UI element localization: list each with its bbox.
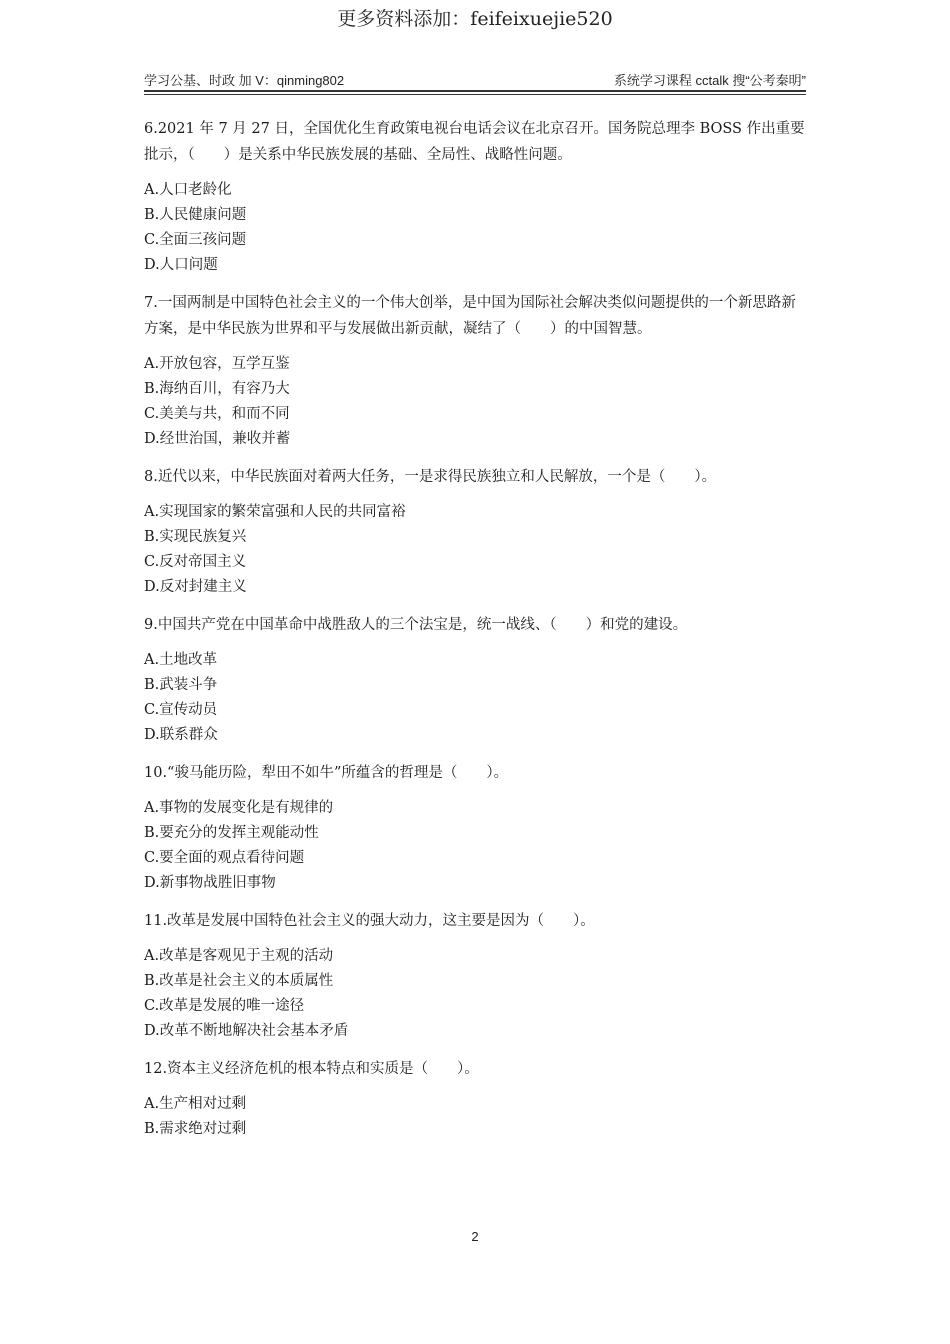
option-a: A.改革是客观见于主观的活动 (144, 948, 334, 964)
page-header (144, 68, 806, 90)
option-b: B.海纳百川，有容乃大 (144, 381, 290, 397)
header-left: 学习公基、时政 加 V：qinming802 (144, 73, 345, 88)
option-b: B.需求绝对过剩 (144, 1121, 247, 1137)
question-11 (144, 908, 808, 1044)
question-12 (144, 1056, 808, 1142)
option-c: C.改革是发展的唯一途径 (144, 998, 305, 1014)
header-rule (144, 90, 806, 92)
option-d: D.联系群众 (144, 727, 218, 743)
question-stem: 9.中国共产党在中国革命中战胜敌人的三个法宝是，统一战线、（ ）和党的建设。 (144, 617, 688, 633)
question-7 (144, 290, 808, 452)
option-a: A.实现国家的繁荣富强和人民的共同富裕 (144, 504, 406, 520)
question-list (144, 116, 808, 1154)
option-b: B.人民健康问题 (144, 207, 247, 223)
option-c: C.美美与共，和而不同 (144, 406, 290, 422)
question-9 (144, 612, 808, 748)
option-b: B.要充分的发挥主观能动性 (144, 825, 319, 841)
option-b: B.武装斗争 (144, 677, 218, 693)
option-d: D.人口问题 (144, 257, 218, 273)
question-stem: 7.一国两制是中国特色社会主义的一个伟大创举，是中国为国际社会解决类似问题提供的一个新思路新方案，是中华民族为世界和平与发展做出新贡献，凝结了（ ）的中国智慧。 (144, 295, 796, 337)
question-stem: 11.改革是发展中国特色社会主义的强大动力，这主要是因为（ ）。 (144, 913, 595, 929)
watermark-text: 更多资料添加：feifeixuejie520 (337, 8, 613, 30)
option-a: A.事物的发展变化是有规律的 (144, 800, 334, 816)
option-c: C.反对帝国主义 (144, 554, 247, 570)
question-stem: 8.近代以来，中华民族面对着两大任务，一是求得民族独立和人民解放，一个是（ ）。 (144, 469, 717, 485)
option-c: C.全面三孩问题 (144, 232, 247, 248)
question-10 (144, 760, 808, 896)
option-d: D.新事物战胜旧事物 (144, 875, 276, 891)
option-d: D.经世治国，兼收并蓄 (144, 431, 291, 447)
page-number: 2 (471, 1229, 479, 1244)
option-b: B.实现民族复兴 (144, 529, 247, 545)
option-c: C.要全面的观点看待问题 (144, 850, 305, 866)
option-c: C.宣传动员 (144, 702, 218, 718)
option-d: D.改革不断地解决社会基本矛盾 (144, 1023, 349, 1039)
question-stem: 10.“骏马能历险，犁田不如牛”所蕴含的哲理是（ ）。 (144, 765, 509, 781)
option-a: A.生产相对过剩 (144, 1096, 247, 1112)
option-b: B.改革是社会主义的本质属性 (144, 973, 334, 989)
header-rule-thin (144, 94, 806, 95)
question-stem: 12.资本主义经济危机的根本特点和实质是（ ）。 (144, 1061, 479, 1077)
header-right: 系统学习课程 cctalk 搜“公考秦明” (613, 73, 806, 88)
option-a: A.土地改革 (144, 652, 218, 668)
option-d: D.反对封建主义 (144, 579, 247, 595)
question-8 (144, 464, 808, 600)
option-a: A.开放包容，互学互鉴 (144, 356, 290, 372)
question-6 (144, 116, 808, 278)
question-stem: 6.2021 年 7 月 27 日，全国优化生育政策电视台电话会议在北京召开。国务院总理李 BOSS 作出重要批示，（ ）是关系中华民族发展的基础、全局性、战略性问题。 (144, 121, 805, 163)
option-a: A.人口老龄化 (144, 182, 232, 198)
